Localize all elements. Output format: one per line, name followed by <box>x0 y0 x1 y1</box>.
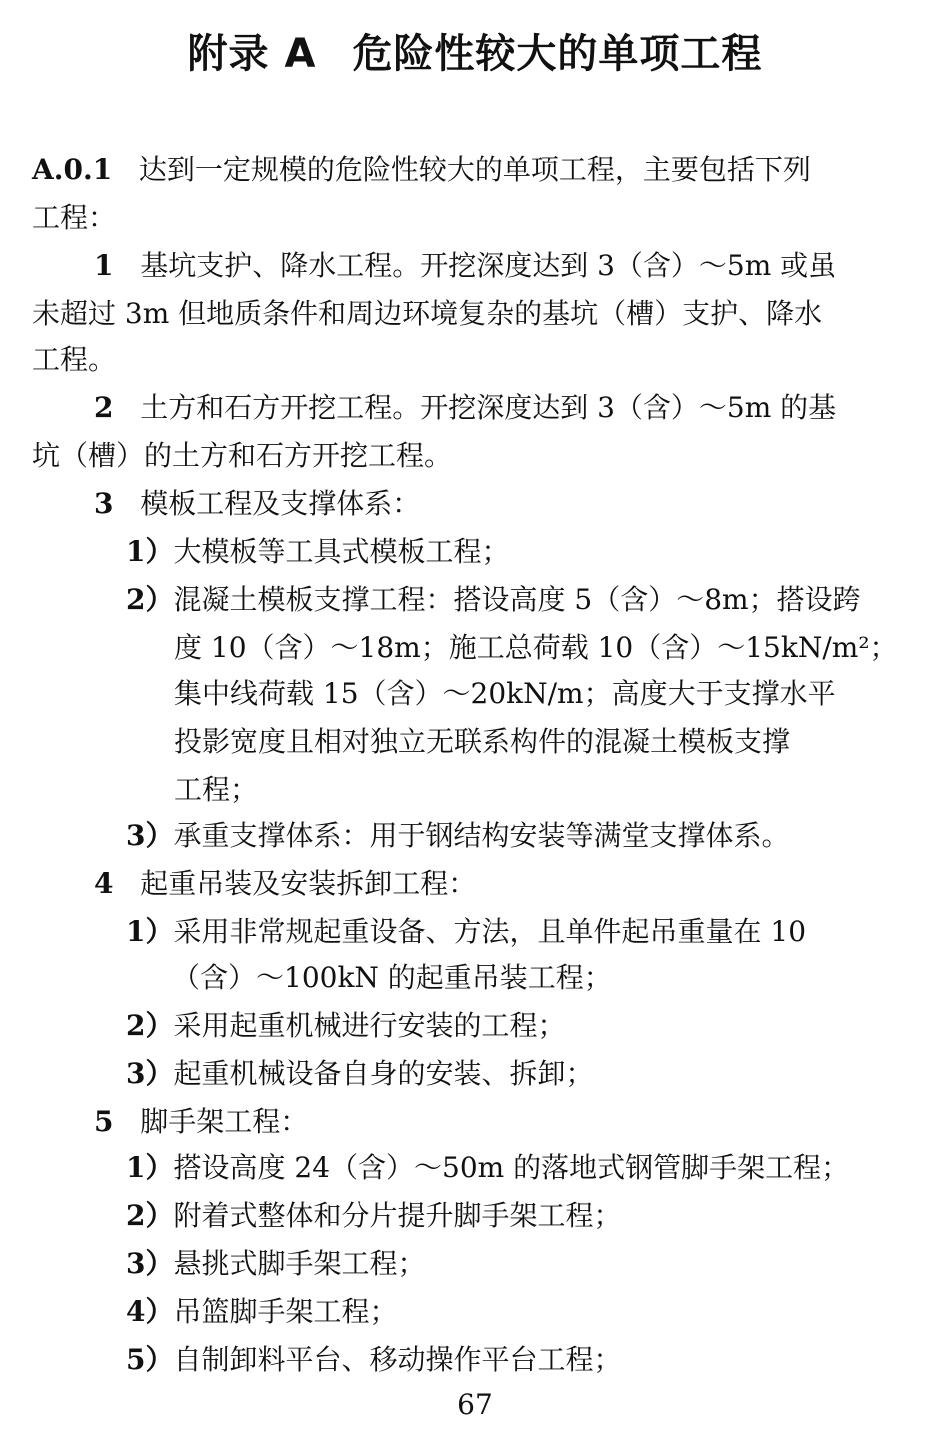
subitem-number: 3） <box>126 819 174 852</box>
subitem-line <box>172 954 950 1002</box>
subitem-number: 1） <box>126 915 174 948</box>
page-number: 67 <box>457 1388 493 1421</box>
subitem-number: 1） <box>126 535 174 568</box>
subitem-line <box>174 718 950 766</box>
item-text: 基坑支护、降水工程。开挖深度达到 3（含）～5m 或虽 <box>140 249 837 282</box>
subitem-line <box>126 576 950 624</box>
item-text: 起重吊装及安装拆卸工程： <box>140 867 477 900</box>
subitem-text: 投影宽度且相对独立无联系构件的混凝土模板支撑 <box>174 725 791 758</box>
subitem-text: 混凝土模板支撑工程：搭设高度 5（含）～8m；搭设跨 <box>173 583 861 616</box>
item-line <box>32 432 920 480</box>
subitem-line <box>126 812 950 860</box>
page-title <box>0 22 950 79</box>
item-line <box>32 336 920 384</box>
subitem-line <box>126 1192 950 1240</box>
subitem-number: 3） <box>126 1247 174 1280</box>
item-line <box>94 242 950 290</box>
clause-line <box>32 146 920 194</box>
subitem-number: 2） <box>126 583 174 616</box>
subitem-text: 大模板等工具式模板工程； <box>173 535 510 568</box>
subitem-line <box>126 1336 950 1384</box>
item-line <box>94 860 950 908</box>
subitem-text: 工程； <box>174 773 259 806</box>
subitem-text: 度 10（含）～18m；施工总荷载 10（含）～15kN/m²； <box>174 631 898 664</box>
item-line <box>94 480 950 528</box>
subitem-line <box>126 1144 950 1192</box>
clause-text: 达到一定规模的危险性较大的单项工程，主要包括下列 <box>138 153 811 186</box>
subitem-number: 5） <box>126 1343 174 1376</box>
subitem-line <box>126 528 950 576</box>
subitem-line <box>126 1002 950 1050</box>
subitem-number: 3） <box>126 1057 174 1090</box>
subitem-text: 采用起重机械进行安装的工程； <box>173 1009 566 1042</box>
item-number: 1 <box>94 249 114 282</box>
appendix-title: 危险性较大的单项工程 <box>352 31 763 77</box>
subitem-text: 自制卸料平台、移动操作平台工程； <box>173 1343 622 1376</box>
subitem-number: 1） <box>126 1151 174 1184</box>
subitem-line <box>174 766 950 814</box>
subitem-text: （含）～100kN 的起重吊装工程； <box>172 961 612 994</box>
item-text: 模板工程及支撑体系： <box>140 487 421 520</box>
subitem-line <box>174 670 950 718</box>
subitem-number: 2） <box>126 1199 174 1232</box>
subitem-text: 悬挑式脚手架工程； <box>173 1247 426 1280</box>
clause-number: A.0.1 <box>32 153 113 186</box>
subitem-text: 吊篮脚手架工程； <box>173 1295 398 1328</box>
subitem-line <box>126 1240 950 1288</box>
subitem-number: 2） <box>126 1009 174 1042</box>
clause-text: 工程： <box>32 201 117 234</box>
subitem-text: 搭设高度 24（含）～50m 的落地式钢管脚手架工程； <box>173 1151 850 1184</box>
subitem-text: 附着式整体和分片提升脚手架工程； <box>173 1199 622 1232</box>
clause-line <box>32 194 920 242</box>
subitem-number: 4） <box>126 1295 174 1328</box>
item-text: 脚手架工程： <box>140 1105 309 1138</box>
item-line <box>32 290 920 338</box>
item-text: 未超过 3m 但地质条件和周边环境复杂的基坑（槽）支护、降水 <box>32 297 823 330</box>
subitem-text: 采用非常规起重设备、方法，且单件起吊重量在 10 <box>173 915 807 948</box>
item-text: 工程。 <box>32 343 117 376</box>
subitem-line <box>126 1288 950 1336</box>
subitem-text: 起重机械设备自身的安装、拆卸； <box>173 1057 594 1090</box>
subitem-line <box>126 1050 950 1098</box>
item-text: 土方和石方开挖工程。开挖深度达到 3（含）～5m 的基 <box>140 391 837 424</box>
item-line <box>94 1098 950 1146</box>
item-line <box>94 384 950 432</box>
subitem-line <box>174 624 950 672</box>
item-number: 5 <box>94 1105 114 1138</box>
subitem-text: 承重支撑体系：用于钢结构安装等满堂支撑体系。 <box>173 819 790 852</box>
subitem-line <box>126 908 950 956</box>
item-number: 2 <box>94 391 114 424</box>
subitem-text: 集中线荷载 15（含）～20kN/m；高度大于支撑水平 <box>174 677 836 710</box>
item-number: 4 <box>94 867 114 900</box>
item-number: 3 <box>94 487 114 520</box>
item-text: 坑（槽）的土方和石方开挖工程。 <box>32 439 453 472</box>
appendix-label: 附录 A <box>187 31 317 77</box>
